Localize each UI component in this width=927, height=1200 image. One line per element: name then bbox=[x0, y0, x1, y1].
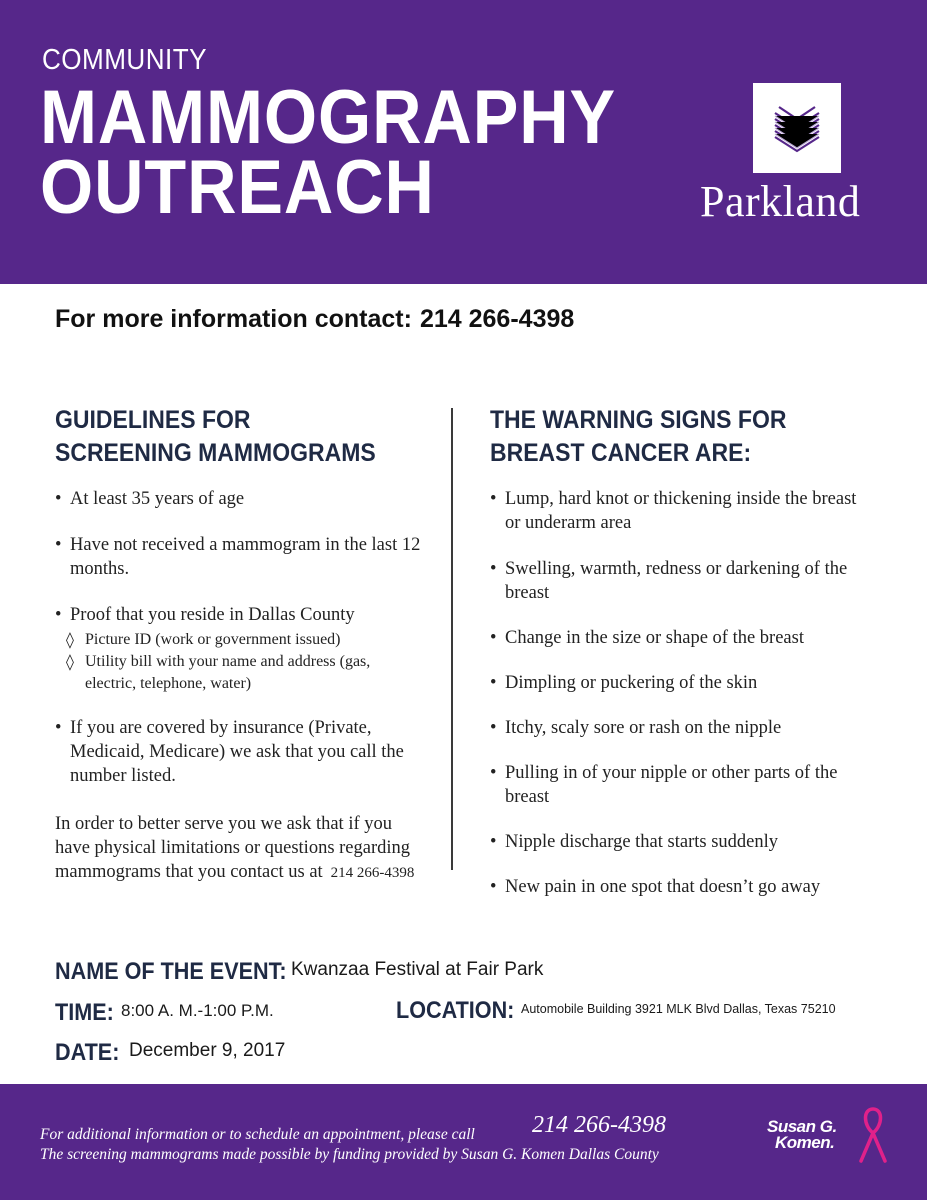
paragraph-text: In order to better serve you we ask that if you have physical limitations or questions regarding mammograms that you contact us at bbox=[55, 814, 411, 882]
list-item: • Pulling in of your nipple or other parts of the breast bbox=[490, 761, 870, 809]
event-location-label: LOCATION: bbox=[396, 997, 515, 1024]
list-item: • Nipple discharge that starts suddenly bbox=[490, 830, 870, 854]
komen-logo-line2: Komen. bbox=[775, 1133, 835, 1152]
list-item: • If you are covered by insurance (Private, Medicaid, Medicare) we ask that you call the number listed. bbox=[55, 716, 425, 788]
warning-signs-heading bbox=[490, 404, 786, 470]
list-item: • Proof that you reside in Dallas County bbox=[55, 603, 425, 627]
guidelines-heading bbox=[55, 404, 376, 470]
event-name-value: Kwanzaa Festival at Fair Park bbox=[291, 959, 544, 980]
list-item: • At least 35 years of age bbox=[55, 487, 425, 511]
event-date-label: DATE: bbox=[55, 1039, 120, 1066]
warning-heading-line2: BREAST CANCER ARE: bbox=[490, 439, 752, 467]
paragraph-phone: 214 266-4398 bbox=[330, 865, 415, 881]
header-community: COMMUNITY bbox=[42, 44, 207, 76]
komen-logo bbox=[765, 1103, 895, 1169]
guidelines-list bbox=[55, 487, 425, 788]
parkland-logo-text: Parkland bbox=[700, 177, 861, 226]
contact-label: For more information contact: bbox=[55, 305, 412, 333]
warning-signs-list bbox=[490, 487, 870, 899]
list-item: • Swelling, warmth, redness or darkening of the breast bbox=[490, 557, 870, 605]
event-time-label: TIME: bbox=[55, 999, 114, 1026]
parkland-logo-icon bbox=[753, 83, 841, 173]
list-item: • Lump, hard knot or thickening inside the breast or underarm area bbox=[490, 487, 870, 535]
title-line-1: MAMMOGRAPHY bbox=[40, 75, 617, 160]
guidelines-heading-line1: GUIDELINES FOR bbox=[55, 406, 251, 434]
warning-heading-line1: THE WARNING SIGNS FOR bbox=[490, 406, 787, 434]
list-item: • Itchy, scaly sore or rash on the nipple bbox=[490, 716, 870, 740]
guidelines-paragraph bbox=[55, 812, 425, 885]
column-divider bbox=[451, 408, 453, 870]
list-item: • Have not received a mammogram in the last 12 months. bbox=[55, 533, 425, 581]
event-time-value: 8:00 A. M.-1:00 P.M. bbox=[121, 1001, 274, 1020]
contact-phone: 214 266-4398 bbox=[419, 305, 575, 333]
list-item: • New pain in one spot that doesn’t go away bbox=[490, 875, 870, 899]
list-item: • Change in the size or shape of the breast bbox=[490, 626, 870, 650]
list-item: • Dimpling or puckering of the skin bbox=[490, 671, 870, 695]
pink-ribbon-icon bbox=[855, 1103, 891, 1165]
guidelines-heading-line2: SCREENING MAMMOGRAMS bbox=[55, 439, 376, 467]
event-location-value: Automobile Building 3921 MLK Blvd Dallas, Texas 75210 bbox=[521, 1002, 836, 1016]
sub-list-item: ◊ Utility bill with your name and address (gas, electric, telephone, water) bbox=[55, 651, 425, 695]
komen-logo-line1: Susan G. bbox=[767, 1117, 837, 1136]
footer-line-1: For additional information or to schedule an appointment, please call bbox=[40, 1126, 475, 1143]
event-name-label: NAME OF THE EVENT: bbox=[55, 958, 287, 985]
sub-list-item: ◊ Picture ID (work or government issued) bbox=[55, 629, 425, 651]
title-line-2: OUTREACH bbox=[40, 145, 435, 230]
event-date-value: December 9, 2017 bbox=[129, 1040, 286, 1061]
footer-phone: 214 266-4398 bbox=[532, 1112, 666, 1138]
contact-line bbox=[55, 305, 574, 334]
footer-line-2: The screening mammograms made possible by funding provided by Susan G. Komen Dallas County bbox=[40, 1146, 659, 1163]
